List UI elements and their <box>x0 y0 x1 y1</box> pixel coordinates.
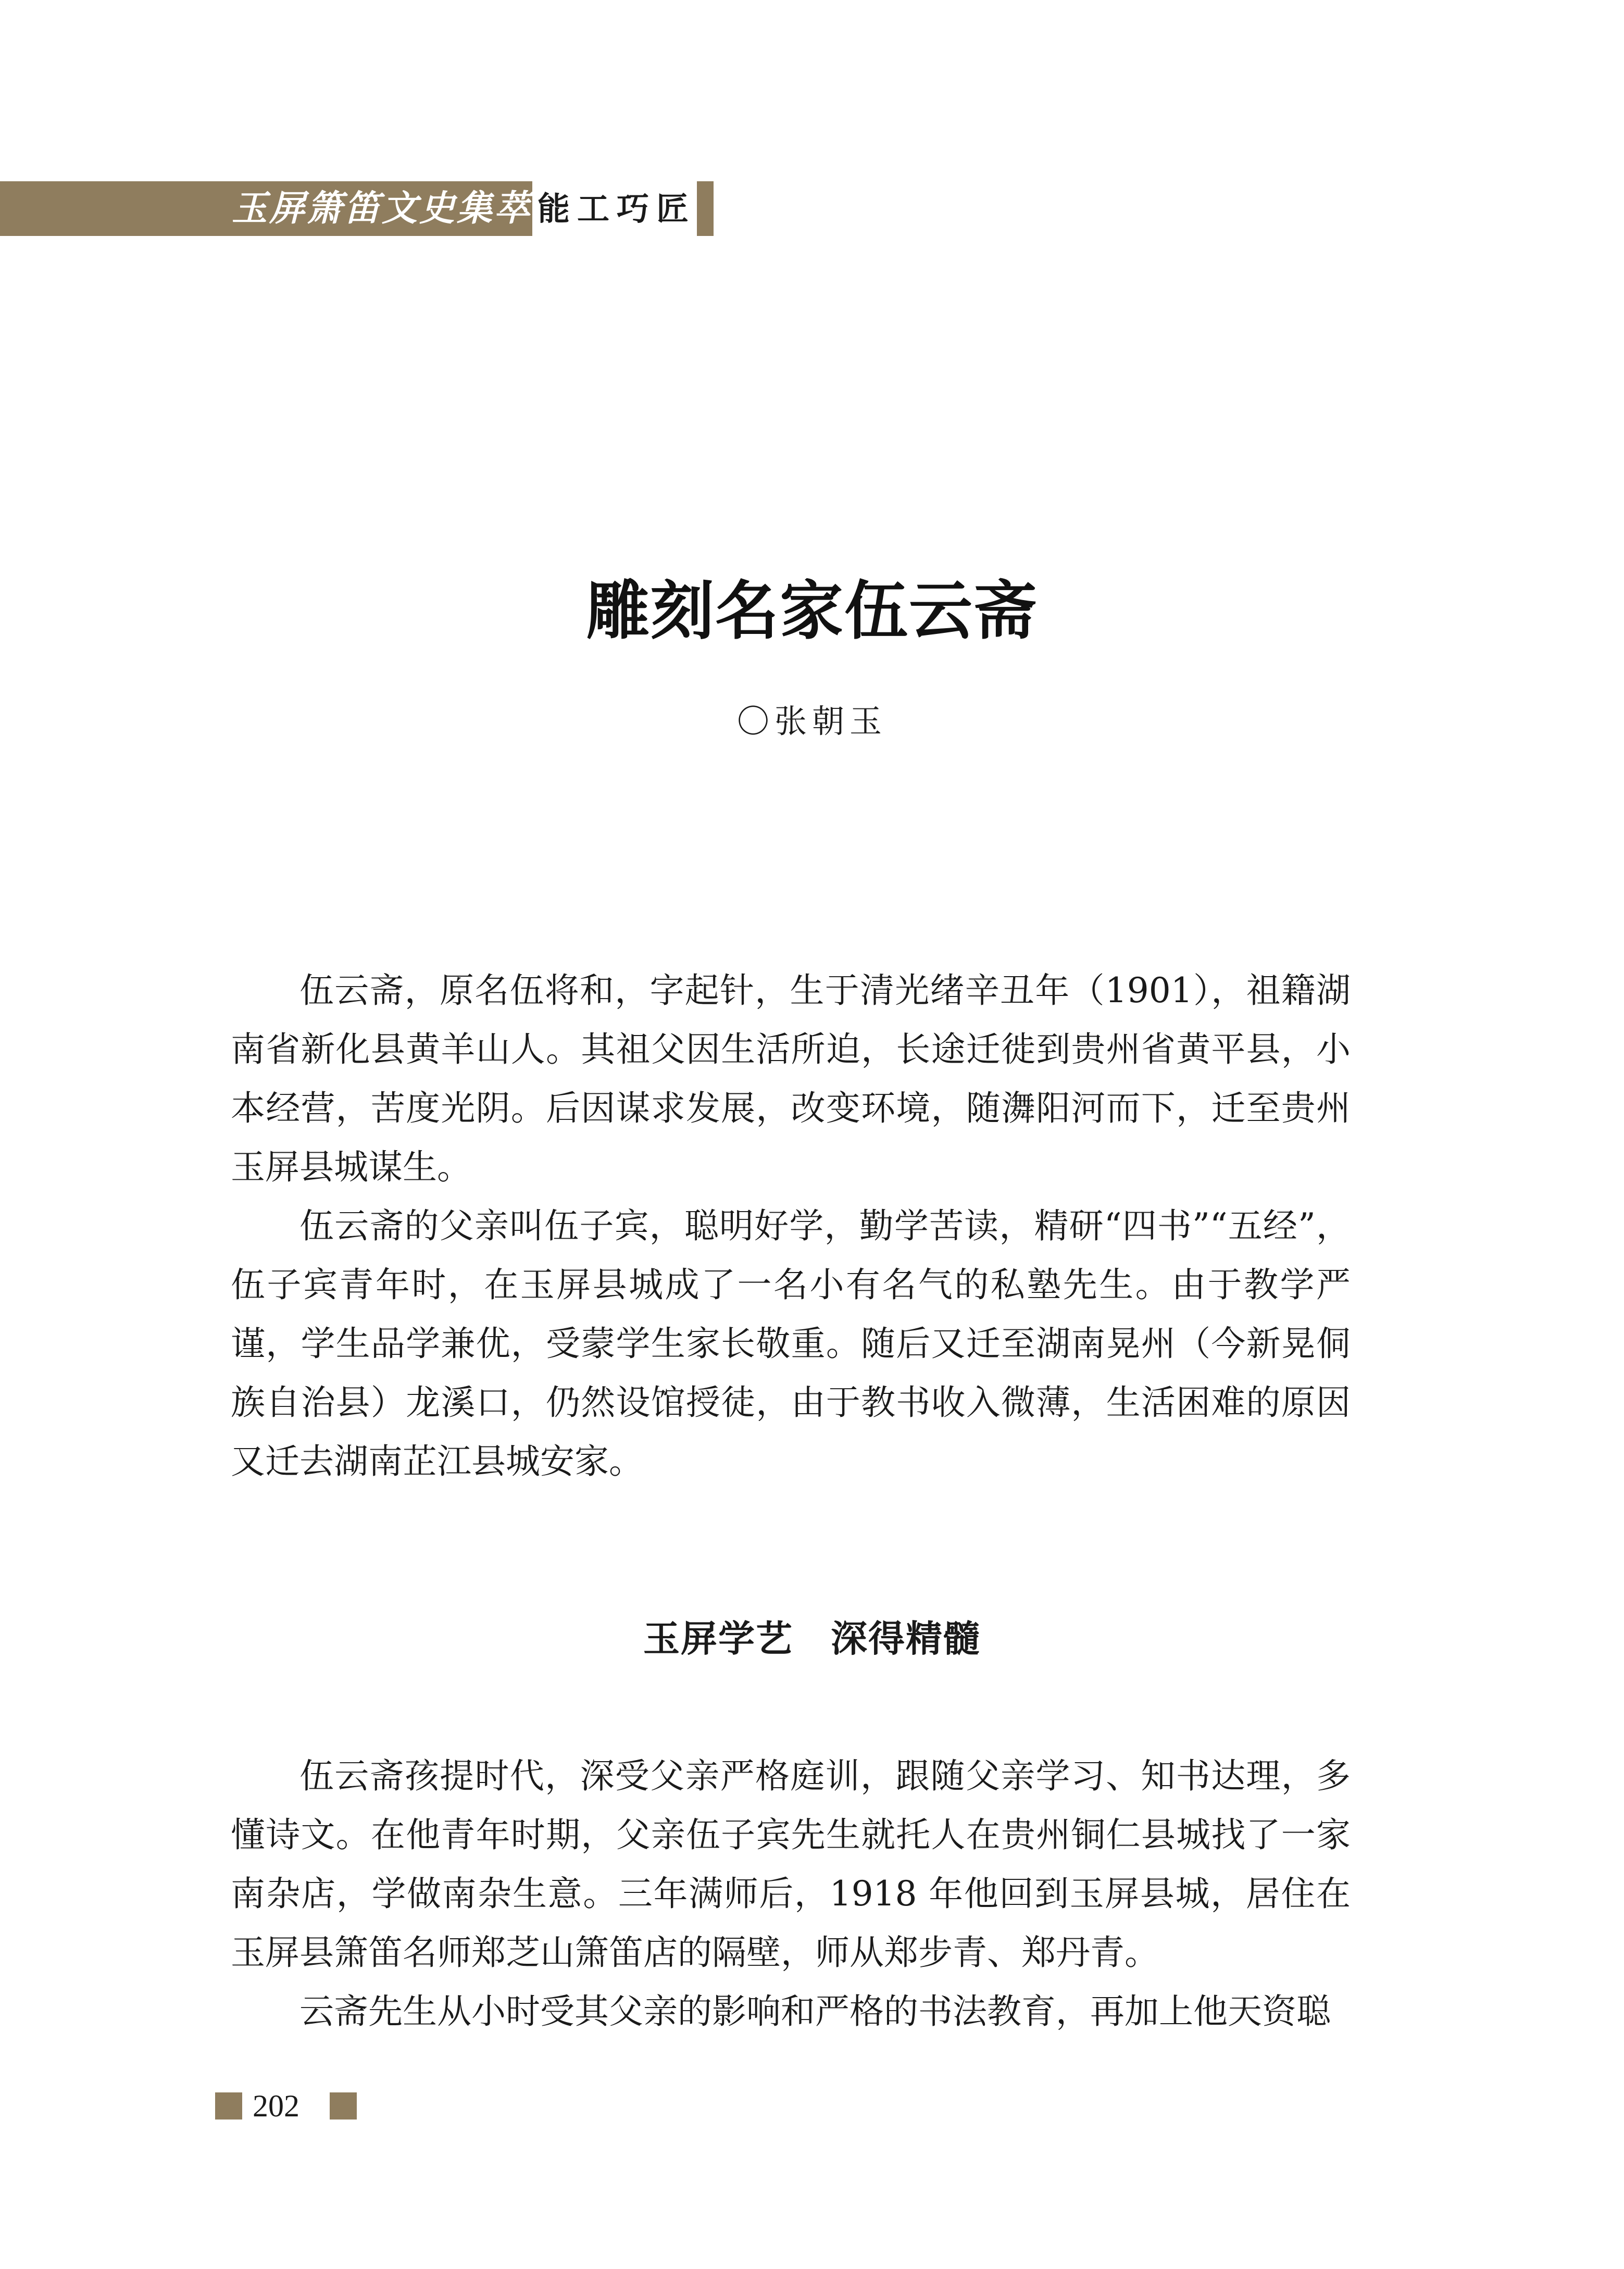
paragraph: 云斋先生从小时受其父亲的影响和严格的书法教育，再加上他天资聪 <box>299 1991 1331 2031</box>
paragraph: 伍云斋孩提时代，深受父亲严格庭训，跟随父亲学习、知书达理，多懂诗文。在他青年时期，父亲伍子宾先生就托人在贵州铜仁县城找了一家南杂店，学做南杂生意。三年满师后，1918 年他回到玉屏县城，居住在玉屏县箫笛名师郑芝山箫笛店的隔壁，师从郑步青、郑丹青。 <box>231 1756 1351 1973</box>
article-title: 雕刻名家伍云斋 <box>586 573 1038 648</box>
byline: 〇张朝玉 <box>736 702 887 740</box>
footer-square-right <box>330 2092 357 2120</box>
body-section-2 <box>231 1747 1351 2041</box>
footer-square-left <box>215 2092 242 2120</box>
series-title: 玉屏箫笛文史集萃 <box>232 188 532 229</box>
paragraph: 伍云斋的父亲叫伍子宾，聪明好学，勤学苦读，精研“四书”“五经”，伍子宾青年时，在玉屏县城成了一名小有名气的私塾先生。由于教学严谨，学生品学兼优，受蒙学生家长敬重。随后又迁至湖南晃州（今新晃侗族自治县）龙溪口，仍然设馆授徒，由于教书收入微薄，生活困难的原因又迁去湖南芷江县城安家。 <box>231 1206 1351 1481</box>
section-label: 能工巧匠 <box>538 190 696 228</box>
paragraph: 伍云斋，原名伍将和，字起针，生于清光绪辛丑年（1901），祖籍湖南省新化县黄羊山人。其祖父因生活所迫，长途迁徙到贵州省黄平县，小本经营，苦度光阴。后因谋求发展，改变环境，随㵲阳河而下，迁至贵州玉屏县城谋生。 <box>231 970 1351 1187</box>
header-endcap <box>697 181 714 236</box>
section-subheading: 玉屏学艺 深得精髓 <box>643 1617 981 1660</box>
page-number: 202 <box>253 2089 299 2123</box>
body-section-1 <box>231 961 1351 1491</box>
